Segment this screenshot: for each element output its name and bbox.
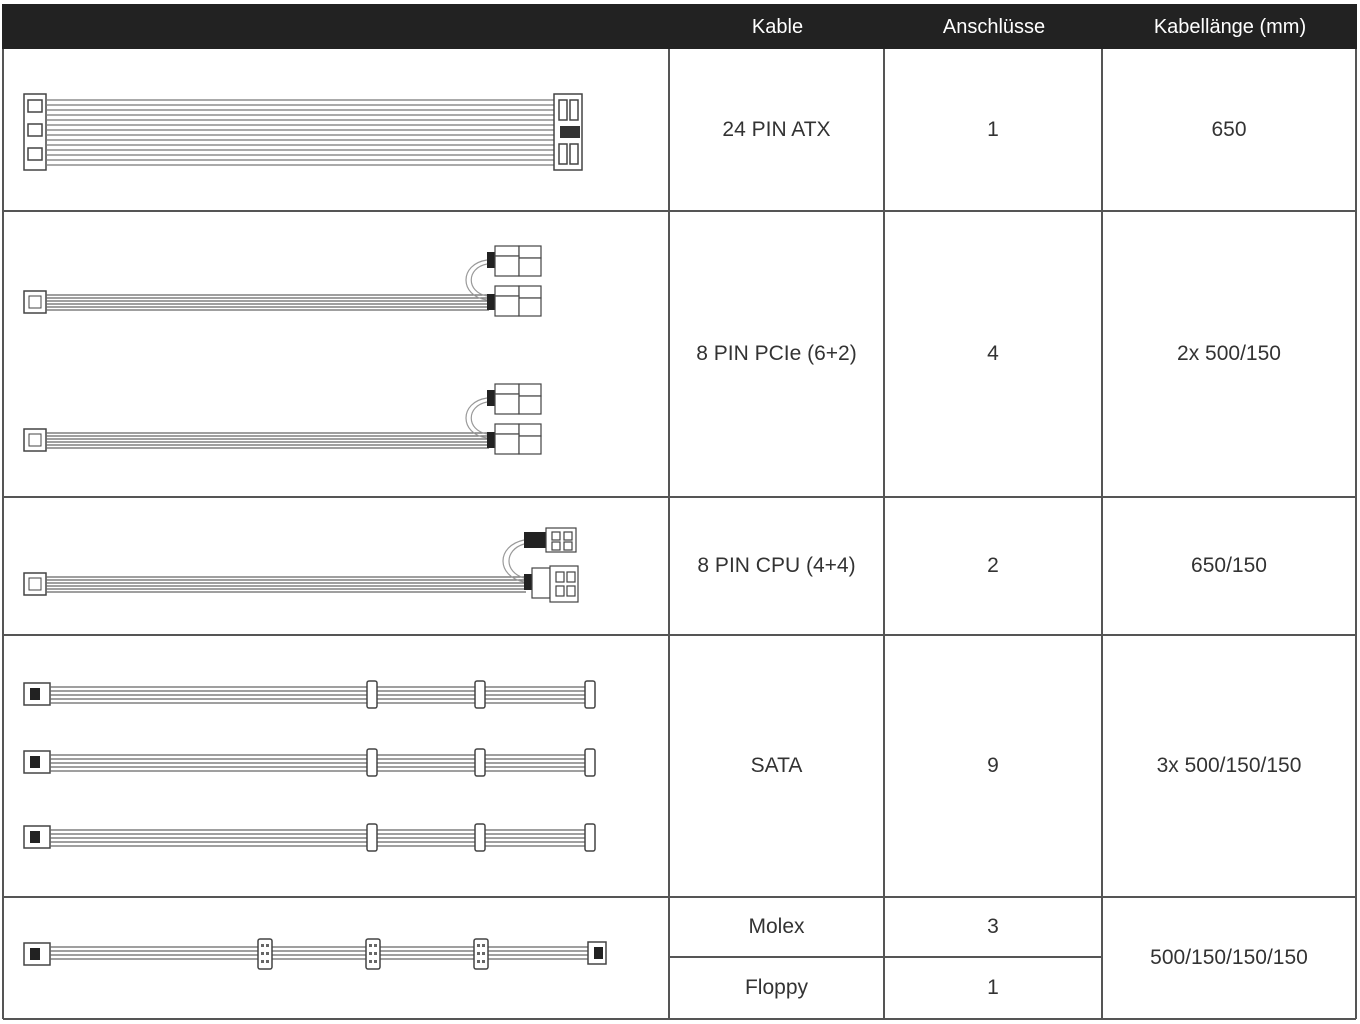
header-length: Kabellänge (mm) [1153, 16, 1307, 38]
table-header [2, 4, 1357, 49]
pcie-8pin-cables-illustration [4, 212, 668, 496]
cell-connectors-floppy: 1 [987, 976, 999, 999]
cpu-8pin-cable-illustration [4, 498, 668, 634]
cell-connectors-atx: 1 [987, 118, 999, 141]
cell-length-atx: 650 [1211, 118, 1247, 141]
atx-24pin-cable-illustration [4, 50, 668, 210]
cell-connectors-pcie: 4 [987, 342, 999, 365]
cell-length-sata: 3x 500/150/150 [1156, 754, 1302, 777]
cell-connectors-molex: 3 [987, 915, 999, 938]
cell-length-pcie: 2x 500/150 [1177, 342, 1281, 365]
cell-cable-atx: 24 PIN ATX [722, 118, 831, 141]
sata-cables-illustration [4, 636, 668, 896]
cell-cable-molex: Molex [748, 915, 805, 938]
cell-cable-pcie: 8 PIN PCIe (6+2) [696, 342, 857, 365]
cell-cable-sata: SATA [750, 754, 803, 777]
cell-connectors-cpu: 2 [987, 554, 999, 577]
header-cable: Kable [751, 16, 804, 38]
cell-connectors-sata: 9 [987, 754, 999, 777]
cell-cable-cpu: 8 PIN CPU (4+4) [697, 554, 856, 577]
cell-length-cpu: 650/150 [1191, 554, 1267, 577]
molex-floppy-cable-illustration [4, 898, 668, 1018]
cell-cable-floppy: Floppy [744, 976, 809, 999]
header-connectors: Anschlüsse [942, 16, 1046, 38]
cell-length-molex-floppy: 500/150/150/150 [1150, 946, 1308, 969]
